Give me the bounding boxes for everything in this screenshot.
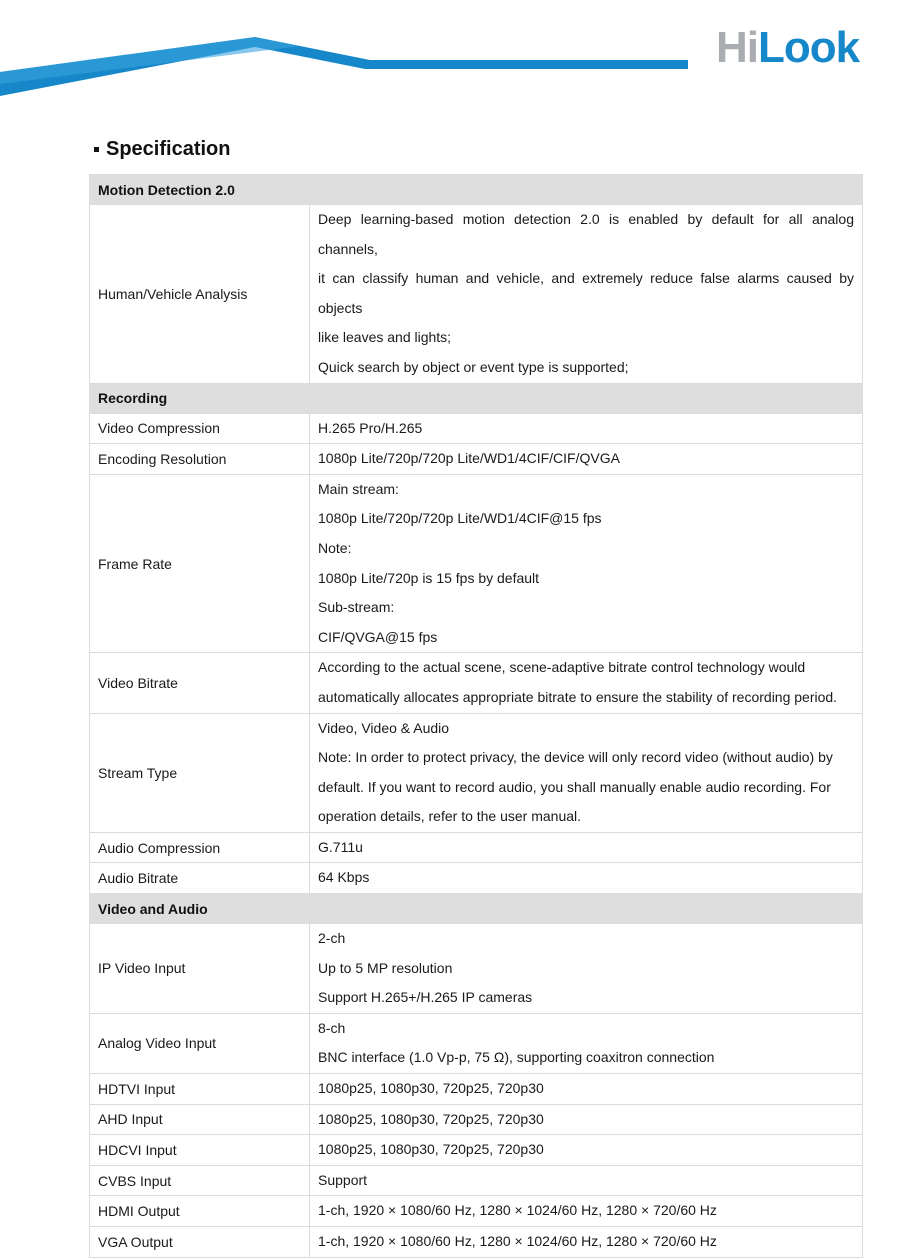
spec-value-line: H.265 Pro/H.265 bbox=[318, 419, 423, 436]
spec-value-line: 1080p25, 1080p30, 720p25, 720p30 bbox=[318, 1110, 544, 1127]
spec-value-line: 1080p25, 1080p30, 720p25, 720p30 bbox=[318, 1080, 544, 1097]
spec-value-line: G.711u bbox=[318, 838, 363, 855]
spec-row bbox=[90, 1013, 863, 1073]
section-heading bbox=[94, 138, 230, 161]
spec-value bbox=[310, 205, 863, 384]
spec-value bbox=[310, 1013, 863, 1073]
spec-table-body bbox=[90, 175, 863, 1258]
spec-value-line: Note: In order to protect privacy, the device will only record video (without audio) by bbox=[318, 749, 833, 766]
spec-value-line: Video, Video & Audio bbox=[318, 719, 450, 736]
spec-row bbox=[90, 713, 863, 832]
spec-value bbox=[310, 1165, 863, 1196]
spec-row bbox=[90, 205, 863, 384]
spec-value-line: it can classify human and vehicle, and extremely reduce false alarms caused by objects bbox=[318, 270, 854, 316]
spec-value bbox=[310, 1104, 863, 1135]
spec-row bbox=[90, 924, 863, 1014]
spec-label: Stream Type bbox=[90, 713, 310, 832]
spec-label: Encoding Resolution bbox=[90, 444, 310, 475]
spec-label: IP Video Input bbox=[90, 924, 310, 1014]
spec-value-line: 1-ch, 1920 × 1080/60 Hz, 1280 × 1024/60 Hz, 1280 × 720/60 Hz bbox=[318, 1233, 717, 1249]
spec-value-line: like leaves and lights; bbox=[318, 329, 452, 346]
section-title: Video and Audio bbox=[90, 894, 863, 924]
spec-row bbox=[90, 1074, 863, 1105]
spec-value bbox=[310, 832, 863, 863]
section-row bbox=[90, 175, 863, 205]
spec-label: Human/Vehicle Analysis bbox=[90, 205, 310, 384]
spec-value bbox=[310, 413, 863, 444]
spec-value bbox=[310, 653, 863, 713]
spec-value-line: Deep learning-based motion detection 2.0 is enabled by default for all analog channels, bbox=[318, 211, 854, 257]
hilook-logo bbox=[716, 23, 860, 72]
spec-label: Video Bitrate bbox=[90, 653, 310, 713]
spec-value-line: Support H.265+/H.265 IP cameras bbox=[318, 989, 533, 1006]
section-title: Recording bbox=[90, 383, 863, 413]
spec-value-line: Quick search by object or event type is supported; bbox=[318, 358, 629, 375]
spec-row bbox=[90, 444, 863, 475]
spec-value bbox=[310, 1074, 863, 1105]
section-row bbox=[90, 383, 863, 413]
spec-value-line: 1080p Lite/720p/720p Lite/WD1/4CIF@15 fps bbox=[318, 510, 602, 527]
spec-row bbox=[90, 653, 863, 713]
spec-value bbox=[310, 1196, 863, 1227]
logo-hi-text: Hi bbox=[716, 23, 758, 72]
spec-row bbox=[90, 863, 863, 894]
spec-row bbox=[90, 474, 863, 653]
spec-label: AHD Input bbox=[90, 1104, 310, 1135]
spec-label: Analog Video Input bbox=[90, 1013, 310, 1073]
spec-value bbox=[310, 444, 863, 475]
spec-row bbox=[90, 1196, 863, 1227]
spec-value-line: 1080p Lite/720p is 15 fps by default bbox=[318, 569, 540, 586]
spec-value-line: 8-ch bbox=[318, 1019, 346, 1036]
spec-value-line: 1-ch, 1920 × 1080/60 Hz, 1280 × 1024/60 Hz, 1280 × 720/60 Hz bbox=[318, 1202, 717, 1219]
spec-row bbox=[90, 832, 863, 863]
spec-value bbox=[310, 713, 863, 832]
logo-look-text: Look bbox=[758, 23, 860, 72]
spec-row bbox=[90, 1165, 863, 1196]
spec-label: HDMI Output bbox=[90, 1196, 310, 1227]
spec-value-line: CIF/QVGA@15 fps bbox=[318, 628, 438, 645]
spec-label: CVBS Input bbox=[90, 1165, 310, 1196]
section-row bbox=[90, 894, 863, 924]
spec-row bbox=[90, 1227, 863, 1258]
spec-value-line: Up to 5 MP resolution bbox=[318, 959, 453, 976]
spec-row bbox=[90, 1135, 863, 1166]
spec-label: Audio Compression bbox=[90, 832, 310, 863]
spec-label: Video Compression bbox=[90, 413, 310, 444]
spec-value-line: According to the actual scene, scene-adaptive bitrate control technology would bbox=[318, 659, 806, 676]
spec-value-line: Support bbox=[318, 1171, 368, 1188]
spec-value-line: Sub-stream: bbox=[318, 599, 395, 616]
spec-label: HDCVI Input bbox=[90, 1135, 310, 1166]
spec-row bbox=[90, 1104, 863, 1135]
spec-value bbox=[310, 474, 863, 653]
spec-value-line: 1080p25, 1080p30, 720p25, 720p30 bbox=[318, 1141, 544, 1158]
section-title: Motion Detection 2.0 bbox=[90, 175, 863, 205]
spec-value-line: Note: bbox=[318, 539, 352, 556]
heading-text: Specification bbox=[106, 138, 231, 160]
spec-label: Audio Bitrate bbox=[90, 863, 310, 894]
spec-value bbox=[310, 1227, 863, 1258]
spec-row bbox=[90, 413, 863, 444]
heading-bullet-icon bbox=[94, 147, 99, 152]
spec-label: Frame Rate bbox=[90, 474, 310, 653]
spec-value-line: 64 Kbps bbox=[318, 869, 370, 886]
spec-value-line: operation details, refer to the user manual. bbox=[318, 808, 582, 825]
spec-value-line: 1080p Lite/720p/720p Lite/WD1/4CIF/CIF/QVGA bbox=[318, 450, 620, 467]
spec-value-line: automatically allocates appropriate bitrate to ensure the stability of recording period. bbox=[318, 688, 838, 705]
spec-value-line: BNC interface (1.0 Vp-p, 75 Ω), supporting coaxitron connection bbox=[318, 1049, 715, 1066]
spec-label: VGA Output bbox=[90, 1227, 310, 1258]
spec-value-line: Main stream: bbox=[318, 480, 399, 497]
spec-value bbox=[310, 924, 863, 1014]
spec-value-line: 2-ch bbox=[318, 930, 346, 947]
spec-value bbox=[310, 863, 863, 894]
spec-table bbox=[89, 174, 863, 1258]
spec-value bbox=[310, 1135, 863, 1166]
spec-label: HDTVI Input bbox=[90, 1074, 310, 1105]
spec-value-line: default. If you want to record audio, you shall manually enable audio recording. For bbox=[318, 778, 831, 795]
